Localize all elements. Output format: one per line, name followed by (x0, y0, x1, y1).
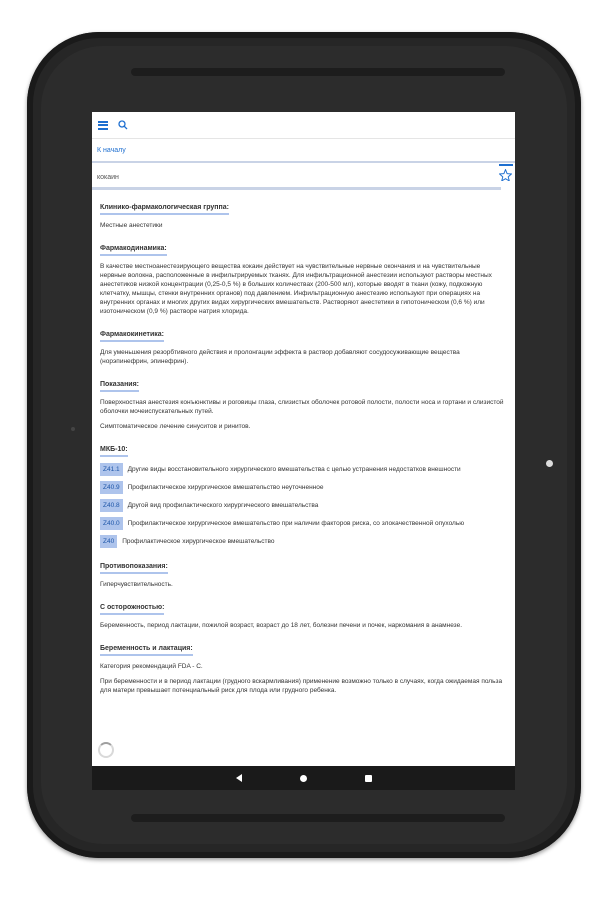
home-icon[interactable] (300, 775, 307, 782)
section-heading: Фармакокинетика: (100, 331, 164, 342)
icd-code[interactable]: Z40.9 (100, 481, 123, 494)
section-heading: Противопоказания: (100, 563, 168, 574)
section-heading: Беременность и лактация: (100, 645, 193, 656)
section-heading: Клинико-фармакологическая группа: (100, 204, 229, 215)
section-text: Беременность, период лактации, пожилой возраст, возраст до 18 лет, болезни печени и почек, наркомания в анамнезе. (100, 622, 463, 629)
icd-description: Профилактическое хирургическое вмешательство (122, 538, 275, 545)
section-text: Поверхностная анестезия конъюнктивы и роговицы глаза, слизистых оболочек ротовой полости, полости носа и гортани и слизистой оболочки мочеиспускательных путей. (100, 399, 504, 415)
drug-title-bar (92, 167, 501, 190)
icd-code[interactable]: Z40.0 (100, 517, 123, 530)
icd-description: Другие виды восстановительного хирургического вмешательства с целью устранения недостатков внешности (127, 466, 461, 473)
recent-apps-icon[interactable] (365, 775, 372, 782)
app-toolbar (92, 112, 515, 139)
section-text: Для уменьшения резорбтивного действия и пролонгации эффекта в раствор добавляют сосудосуживающие вещества (норэпинефрин, эпинефрин). (100, 349, 460, 365)
search-icon[interactable] (118, 120, 128, 130)
section-indications (100, 373, 507, 431)
breadcrumb-home-link[interactable]: К началу (97, 146, 126, 154)
section-text: Местные анестетики (100, 222, 163, 229)
icd-description: Другой вид профилактического хирургического вмешательства (127, 502, 319, 509)
section-caution (100, 596, 507, 630)
app-screen (92, 112, 515, 790)
section-text: При беременности и в период лактации (грудного вскармливания) применение возможно только в случаях, когда ожидаемая польза для матери превышает потенциальный риск для плода или грудного ребенка. (100, 678, 503, 694)
section-text: В качестве местноанестезирующего вещества кокаин действует на чувствительные нервные окончания и на чувствительные нервные волокна, расположенные в инфильтрируемых тканях. Для инфильтрационной анестезии используют растворы местных анестетиков низкой концентрации (0,25-0,5 %) в больших количествах (200-500 мл), которые вводят в ткани (кожу, подкожную клетчатку, мышцы, стенки внутренних органов) под давлением. Инфильтрационную анестезию используют при операциях на внутренних органах и многих других видах хирургических вмешательств. Растворяют анестетики в гипотоническом (0,6 %) или изотоническом (0,9 %) растворе натрия хлорида. (100, 263, 492, 315)
favorite-button[interactable] (499, 164, 513, 186)
sensor-dot (71, 427, 75, 431)
icd-code[interactable]: Z40 (100, 535, 117, 548)
page-title: кокаин (97, 173, 119, 181)
section-text: Симптоматическое лечение синуситов и ринитов. (100, 423, 251, 430)
back-icon[interactable] (236, 774, 242, 782)
section-icd10 (100, 438, 507, 548)
system-nav-bar (92, 766, 515, 790)
icd-item[interactable] (100, 463, 507, 476)
section-heading: Показания: (100, 381, 139, 392)
section-text: Категория рекомендаций FDA - C. (100, 663, 203, 670)
icd-item[interactable] (100, 481, 507, 494)
speaker-grille-top (131, 68, 505, 76)
breadcrumb (92, 139, 515, 163)
section-pharmacodynamics (100, 237, 507, 316)
section-heading: МКБ-10: (100, 446, 128, 457)
section-clinical-group (100, 196, 507, 230)
icd-code[interactable]: Z40.8 (100, 499, 123, 512)
menu-icon[interactable] (98, 121, 108, 130)
section-heading: Фармакодинамика: (100, 245, 167, 256)
section-heading: С осторожностью: (100, 604, 164, 615)
article-content (92, 190, 515, 695)
icd-item[interactable] (100, 517, 507, 530)
loading-spinner-icon (98, 742, 114, 758)
section-pharmacokinetics (100, 323, 507, 366)
icd-item[interactable] (100, 499, 507, 512)
star-icon (499, 169, 512, 181)
section-pregnancy (100, 637, 507, 695)
camera-icon (546, 460, 553, 467)
icd-code[interactable]: Z41.1 (100, 463, 123, 476)
icd-description: Профилактическое хирургическое вмешательство неуточненное (127, 484, 324, 491)
icd-description: Профилактическое хирургическое вмешательство при наличии факторов риска, со злокачественной опухолью (127, 520, 465, 527)
section-contraindications (100, 555, 507, 589)
section-text: Гиперчувствительность. (100, 581, 173, 588)
speaker-grille-bottom (131, 814, 505, 822)
icd-item[interactable] (100, 535, 507, 548)
